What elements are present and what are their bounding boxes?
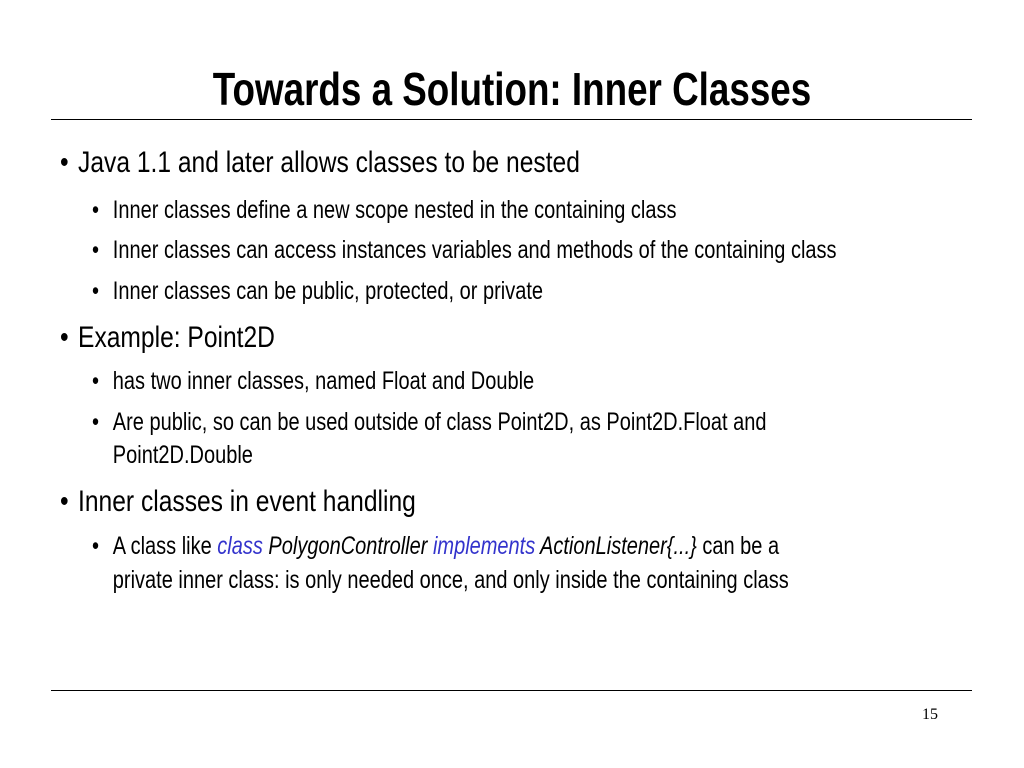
bullet-example-point2d: • Example: Point2D [60, 321, 275, 354]
bullet-marker: • [60, 146, 69, 179]
sub-bullet-polygon-controller-cont: private inner class: is only needed once, and only inside the containing class [112, 566, 789, 594]
class-name: PolygonController [262, 532, 433, 560]
bullet-marker: • [92, 408, 100, 436]
sub-bullet-public-usage-cont: Point2D.Double [112, 441, 253, 469]
sub-bullet-polygon-controller: • A class like class PolygonController implements ActionListener{...} can be a [92, 530, 779, 563]
sub-bullet-public-usage: • Are public, so can be used outside of class Point2D, as Point2D.Float and [92, 406, 767, 439]
sub-bullet-scope: • Inner classes define a new scope nested in the containing class [92, 194, 676, 227]
bullet-marker: • [60, 321, 69, 354]
bullet-marker: • [92, 367, 100, 395]
bullet-marker: • [92, 277, 100, 305]
sub-bullet-access: • Inner classes can access instances variables and methods of the containing class [92, 234, 837, 267]
interface-name: ActionListener{...} [535, 532, 697, 560]
bullet-event-handling: • Inner classes in event handling [60, 485, 416, 518]
sub-bullet-visibility: • Inner classes can be public, protected, or private [92, 275, 543, 308]
keyword-class: class [217, 532, 263, 560]
bullet-marker: • [60, 485, 69, 518]
sub-bullet-two-inner-classes: • has two inner classes, named Float and Double [92, 365, 534, 398]
bullet-marker: • [92, 236, 100, 264]
page-number: 15 [922, 706, 938, 723]
slide-title: Towards a Solution: Inner Classes [212, 63, 812, 115]
bullet-java-nested: • Java 1.1 and later allows classes to be nested [60, 146, 580, 179]
keyword-implements: implements [432, 532, 536, 560]
bullet-marker: • [92, 532, 100, 560]
footer-divider [51, 690, 972, 691]
bullet-marker: • [92, 196, 100, 224]
